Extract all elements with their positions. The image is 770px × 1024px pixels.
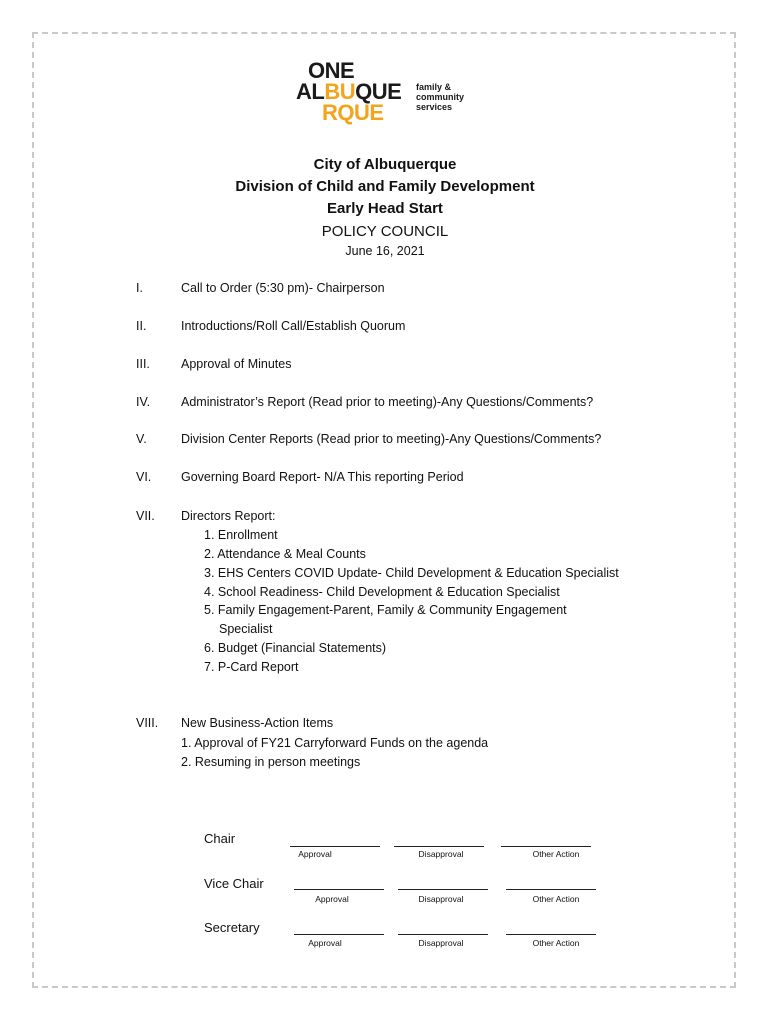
agenda-item: III. Approval of Minutes bbox=[136, 357, 292, 371]
logo-line-rque: RQUE bbox=[322, 100, 384, 125]
directors-report-subitem: 3. EHS Centers COVID Update- Child Development & Education Specialist bbox=[204, 566, 619, 580]
signature-line[interactable] bbox=[501, 846, 591, 847]
signature-role-secretary: Secretary bbox=[204, 920, 260, 935]
agenda-item: IV. Administrator’s Report (Read prior to meeting)-Any Questions/Comments? bbox=[136, 395, 594, 409]
directors-report-subitem: 4. School Readiness- Child Development & Education Specialist bbox=[204, 585, 560, 599]
new-business-subitem: 2. Resuming in person meetings bbox=[181, 755, 361, 769]
signature-line[interactable] bbox=[394, 846, 484, 847]
disapproval-caption: Disapproval bbox=[418, 938, 464, 948]
meeting-date: June 16, 2021 bbox=[345, 244, 425, 258]
signature-line[interactable] bbox=[398, 934, 488, 935]
directors-report-subitem: 6. Budget (Financial Statements) bbox=[204, 641, 387, 655]
disapproval-caption: Disapproval bbox=[418, 894, 464, 904]
agenda-item: VII. Directors Report: bbox=[136, 509, 276, 523]
agenda-item: VIII. New Business-Action Items bbox=[136, 716, 334, 730]
approval-caption: Approval bbox=[298, 849, 332, 859]
directors-report-subitem: 7. P-Card Report bbox=[204, 660, 299, 674]
signature-role-vice-chair: Vice Chair bbox=[204, 876, 264, 891]
signature-line[interactable] bbox=[290, 846, 380, 847]
approval-caption: Approval bbox=[315, 894, 349, 904]
council-title: POLICY COUNCIL bbox=[321, 223, 449, 240]
signature-line[interactable] bbox=[506, 889, 596, 890]
agenda-item: II. Introductions/Roll Call/Establish Quorum bbox=[136, 319, 406, 333]
directors-report-subitem: 2. Attendance & Meal Counts bbox=[204, 547, 366, 561]
signature-role-chair: Chair bbox=[204, 831, 236, 846]
signature-line[interactable] bbox=[294, 934, 384, 935]
disapproval-caption: Disapproval bbox=[418, 849, 464, 859]
directors-report-subitem: 5. Family Engagement-Parent, Family & Community Engagement bbox=[204, 603, 567, 617]
logo-line-albuque: ALBUQUE bbox=[296, 79, 402, 104]
city-title: City of Albuquerque bbox=[313, 156, 457, 173]
agenda-item: V. Division Center Reports (Read prior to meeting)-Any Questions/Comments? bbox=[136, 432, 602, 446]
other-action-caption: Other Action bbox=[532, 894, 580, 904]
other-action-caption: Other Action bbox=[532, 938, 580, 948]
approval-caption: Approval bbox=[308, 938, 342, 948]
agenda-item: VI. Governing Board Report- N/A This reporting Period bbox=[136, 470, 464, 484]
directors-report-subitem: 1. Enrollment bbox=[204, 528, 278, 542]
signature-line[interactable] bbox=[506, 934, 596, 935]
other-action-caption: Other Action bbox=[532, 849, 580, 859]
division-title: Division of Child and Family Development bbox=[235, 178, 535, 195]
signature-line[interactable] bbox=[398, 889, 488, 890]
signature-line[interactable] bbox=[294, 889, 384, 890]
agenda-item: I. Call to Order (5:30 pm)- Chairperson bbox=[136, 281, 385, 295]
program-title: Early Head Start bbox=[327, 200, 443, 217]
new-business-subitem: 1. Approval of FY21 Carryforward Funds on the agenda bbox=[181, 736, 489, 750]
logo-line-one: ONE bbox=[308, 58, 355, 83]
logo-tagline: family & community services bbox=[416, 82, 465, 112]
one-albuquerque-logo bbox=[296, 60, 486, 126]
directors-report-subitem: Specialist bbox=[219, 622, 273, 636]
